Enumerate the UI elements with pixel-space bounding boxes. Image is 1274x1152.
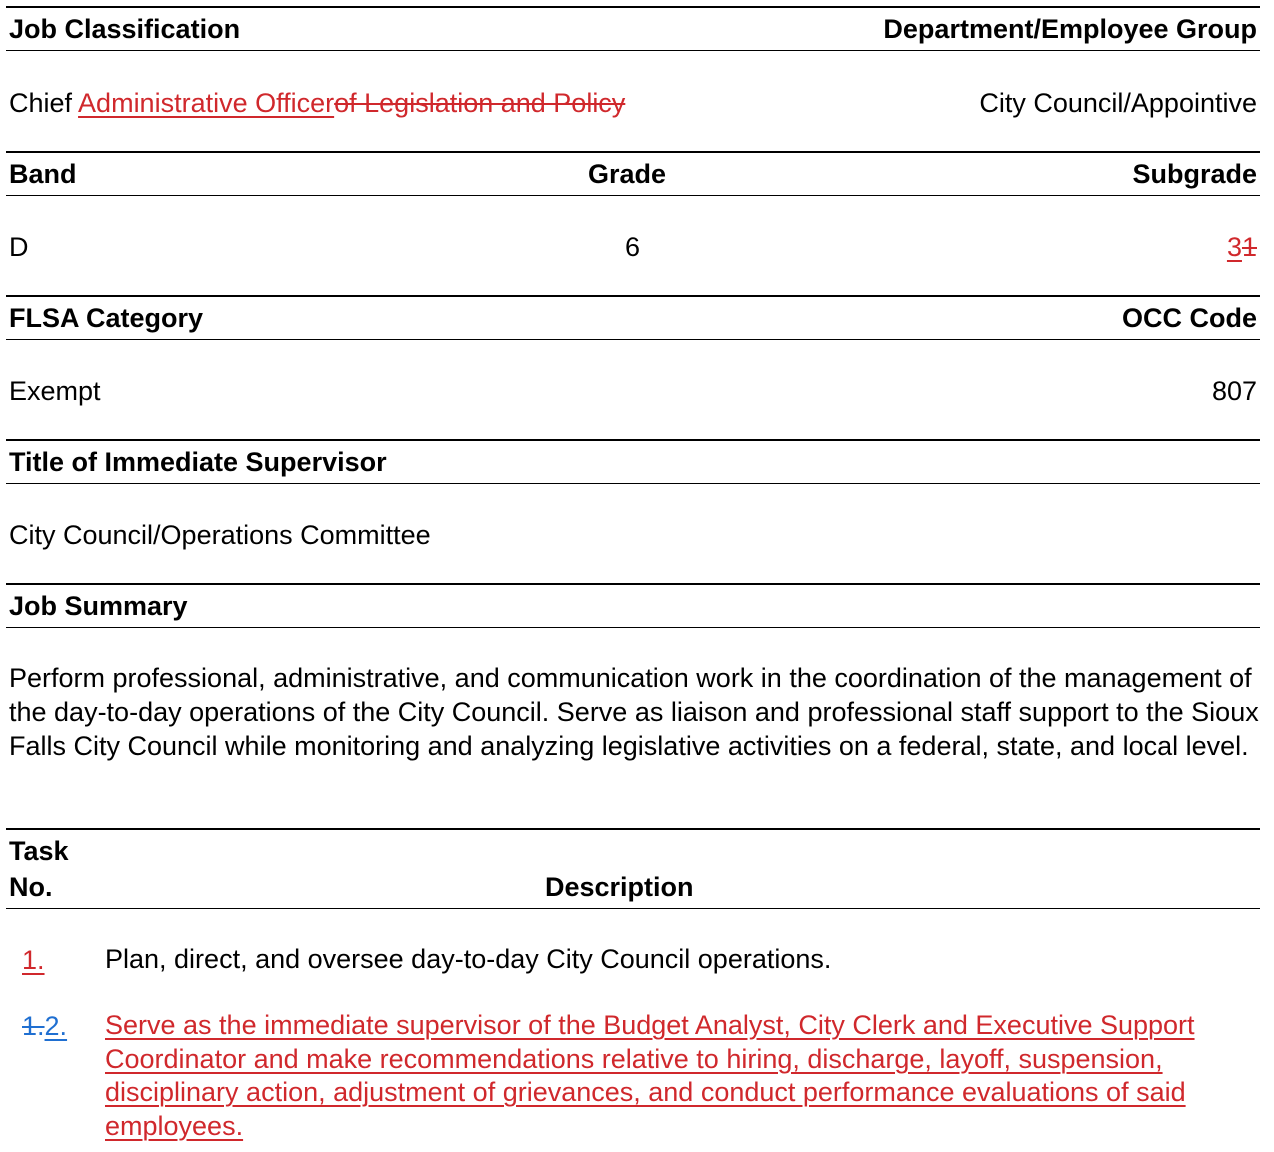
rule-under-job-header (6, 50, 1260, 51)
task-no-header-line2: No. (9, 872, 53, 902)
rule-summary-bottom (6, 627, 1260, 628)
rule-supervisor-bottom (6, 483, 1260, 484)
rule-task-bottom (6, 908, 1260, 909)
band-value: D (9, 232, 29, 262)
rule-task-top (6, 828, 1260, 830)
job-title-value (9, 90, 625, 117)
flsa-value: Exempt (9, 376, 101, 406)
description-header: Description (545, 872, 694, 902)
grade-header: Grade (588, 159, 667, 189)
rule-top (6, 6, 1260, 8)
supervisor-header: Title of Immediate Supervisor (9, 447, 387, 477)
rule-flsa-bottom (6, 339, 1260, 340)
occ-code-header: OCC Code (1122, 303, 1257, 333)
band-header: Band (9, 159, 77, 189)
occ-code-value: 807 (1211, 376, 1257, 406)
task-no-header-line1: Task (9, 836, 69, 866)
job-title-prefix: Chief (9, 88, 79, 118)
subgrade-deleted: 1 (1241, 232, 1257, 262)
job-title-inserted: Administrative Officer (78, 88, 335, 118)
rule-summary-top (6, 583, 1260, 585)
job-summary-text: Perform professional, administrative, and communication work in the coordination of the management of the day-to-day operations of the City Council. Serve as liaison and professional staff support to the Sioux Falls City Council while monitoring and analyzing legislative activities on a federal, state, and local level. (9, 663, 1259, 761)
rule-supervisor-top (6, 439, 1260, 441)
grade-value: 6 (625, 232, 641, 262)
subgrade-header: Subgrade (1132, 159, 1257, 189)
task-2-number-deleted: 1. (22, 1011, 45, 1041)
task-2-number-inserted: 2. (44, 1011, 68, 1041)
job-summary-header: Job Summary (9, 591, 188, 621)
job-classification-header: Job Classification (9, 14, 241, 44)
supervisor-value: City Council/Operations Committee (9, 520, 431, 550)
rule-band-top (6, 151, 1260, 153)
subgrade-inserted: 3 (1226, 232, 1242, 262)
department-group-header: Department/Employee Group (883, 14, 1257, 44)
job-title-deleted: of Legislation and Policy (334, 88, 626, 118)
task-1-text: Plan, direct, and oversee day-to-day City Council operations. (105, 944, 832, 974)
rule-flsa-top (6, 295, 1260, 297)
task-2-number (22, 1009, 104, 1043)
rule-band-bottom (6, 195, 1260, 196)
subgrade-value (1227, 234, 1257, 261)
flsa-header: FLSA Category (9, 303, 204, 333)
task-2-text: Serve as the immediate supervisor of the Budget Analyst, City Clerk and Executive Support Coordinator and make recommendations relative to hiring, discharge, layoff, suspension, disciplinary action, adjustment of grievances, and conduct performance evaluations of said employees. (105, 1010, 1195, 1141)
task-1-number: 1. (22, 945, 45, 975)
department-value: City Council/Appointive (979, 88, 1257, 118)
